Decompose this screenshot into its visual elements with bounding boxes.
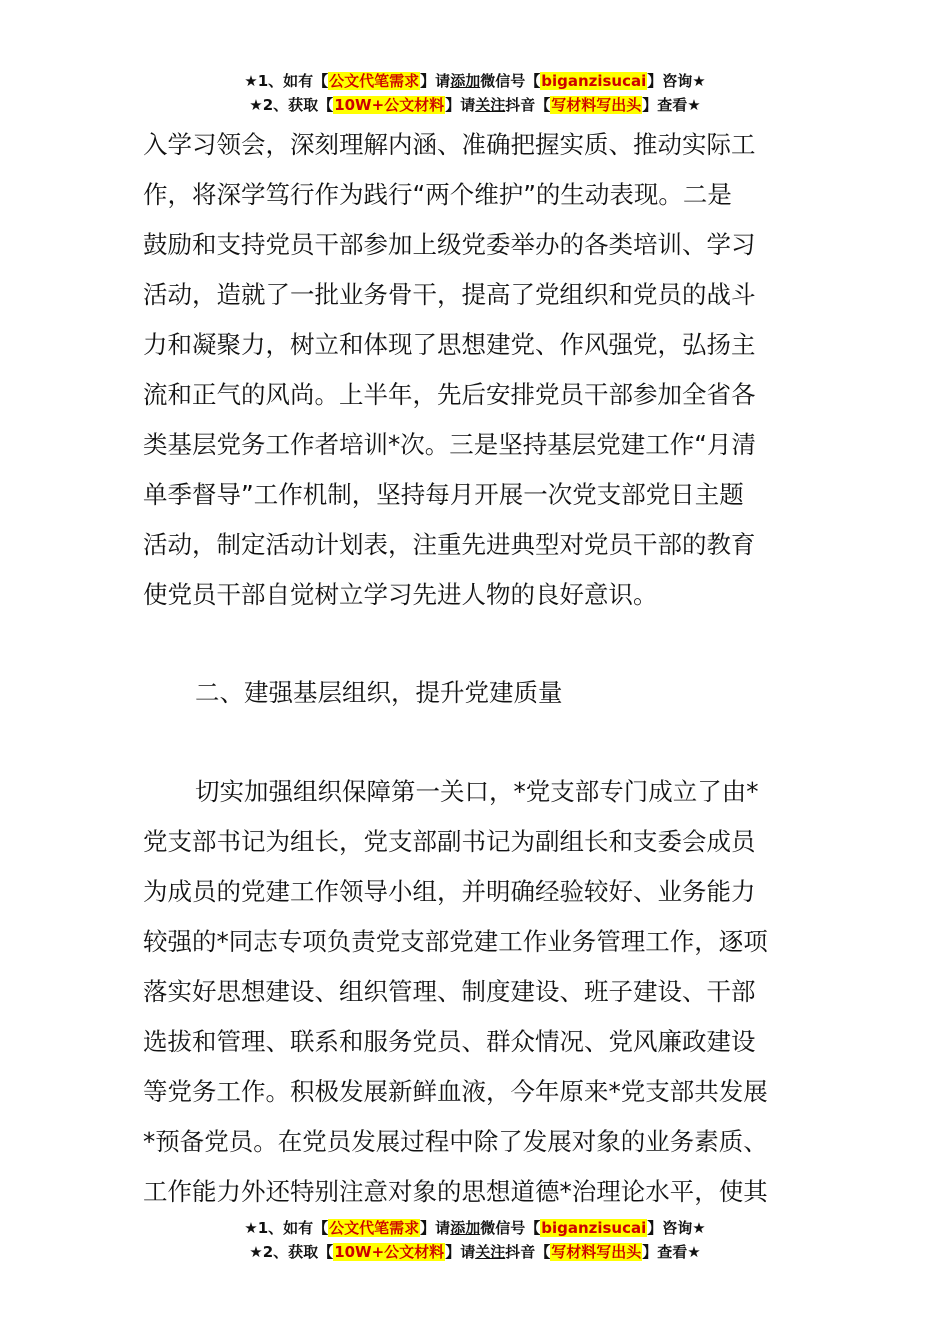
text-line: 党支部书记为组长，党支部副书记为副组长和支委会成员 bbox=[143, 827, 756, 856]
banner-line-1 bbox=[0, 69, 950, 93]
banner-text: ★2、获取【 bbox=[249, 1243, 334, 1261]
banner-line-2 bbox=[0, 93, 950, 117]
bottom-banner bbox=[0, 1216, 950, 1264]
text-line: 使党员干部自觉树立学习先进人物的良好意识。 bbox=[143, 580, 658, 609]
banner-text: 】请 bbox=[420, 1219, 451, 1237]
banner-highlight: 公文代笔需求 bbox=[329, 1219, 420, 1237]
banner-highlight: 写材料写出头 bbox=[551, 1243, 642, 1261]
section-heading bbox=[195, 668, 860, 718]
text-line: 鼓励和支持党员干部参加上级党委举办的各类培训、学习 bbox=[143, 230, 756, 259]
banner-text: 微信号【 bbox=[480, 1219, 541, 1237]
text-line: 活动，制定活动计划表，注重先进典型对党员干部的教育 bbox=[143, 530, 756, 559]
banner-highlight: biganzisucai bbox=[541, 72, 647, 90]
text-line: 活动，造就了一批业务骨干，提高了党组织和党员的战斗 bbox=[143, 280, 756, 309]
text-line: 较强的*同志专项负责党支部党建工作业务管理工作，逐项 bbox=[143, 927, 768, 956]
text-line: 力和凝聚力，树立和体现了思想建党、作风强党，弘扬主 bbox=[143, 330, 756, 359]
banner-text: 】查看★ bbox=[642, 96, 701, 114]
text-line: 流和正气的风尚。上半年，先后安排党员干部参加全省各 bbox=[143, 380, 756, 409]
banner-highlight: biganzisucai bbox=[541, 1219, 647, 1237]
banner-highlight: 写材料写出头 bbox=[551, 96, 642, 114]
text-line: 落实好思想建设、组织管理、制度建设、班子建设、干部 bbox=[143, 977, 756, 1006]
banner-highlight: 10W+公文材料 bbox=[334, 96, 445, 114]
banner-text: 抖音【 bbox=[505, 1243, 551, 1261]
body-paragraph-1 bbox=[143, 120, 808, 620]
banner-underline: 关注 bbox=[475, 1243, 506, 1261]
text-line: 作，将深学笃行作为践行“两个维护”的生动表现。二是 bbox=[143, 180, 732, 209]
banner-text: ★1、如有【 bbox=[244, 72, 329, 90]
banner-text: 抖音【 bbox=[505, 96, 551, 114]
banner-text: 】咨询★ bbox=[647, 72, 706, 90]
text-line: 工作能力外还特别注意对象的思想道德*治理论水平，使其 bbox=[143, 1177, 768, 1206]
banner-text: 】咨询★ bbox=[647, 1219, 706, 1237]
banner-text: 微信号【 bbox=[480, 72, 541, 90]
text-line: 单季督导”工作机制，坚持每月开展一次党支部党日主题 bbox=[143, 480, 744, 509]
text-line: 切实加强组织保障第一关口，*党支部专门成立了由* bbox=[195, 777, 759, 806]
banner-text: 】查看★ bbox=[642, 1243, 701, 1261]
banner-text: ★1、如有【 bbox=[244, 1219, 329, 1237]
text-line: 等党务工作。积极发展新鲜血液，今年原来*党支部共发展 bbox=[143, 1077, 768, 1106]
banner-line-1 bbox=[0, 1216, 950, 1240]
banner-line-2 bbox=[0, 1240, 950, 1264]
banner-highlight: 10W+公文材料 bbox=[334, 1243, 445, 1261]
banner-highlight: 公文代笔需求 bbox=[329, 72, 420, 90]
top-banner bbox=[0, 69, 950, 117]
banner-text: ★2、获取【 bbox=[249, 96, 334, 114]
text-line: *预备党员。在党员发展过程中除了发展对象的业务素质、 bbox=[143, 1127, 768, 1156]
banner-text: 】请 bbox=[445, 96, 476, 114]
text-line: 选拔和管理、联系和服务党员、群众情况、党风廉政建设 bbox=[143, 1027, 756, 1056]
heading-text: 二、建强基层组织，提升党建质量 bbox=[195, 678, 563, 707]
banner-text: 】请 bbox=[445, 1243, 476, 1261]
text-line: 为成员的党建工作领导小组，并明确经验较好、业务能力 bbox=[143, 877, 756, 906]
banner-underline: 关注 bbox=[475, 96, 506, 114]
text-line: 入学习领会，深刻理解内涵、准确把握实质、推动实际工 bbox=[143, 130, 756, 159]
banner-text: 】请 bbox=[420, 72, 451, 90]
banner-underline: 添加 bbox=[450, 72, 481, 90]
text-line: 类基层党务工作者培训*次。三是坚持基层党建工作“月清 bbox=[143, 430, 756, 459]
banner-underline: 添加 bbox=[450, 1219, 481, 1237]
body-paragraph-2 bbox=[143, 767, 808, 1217]
